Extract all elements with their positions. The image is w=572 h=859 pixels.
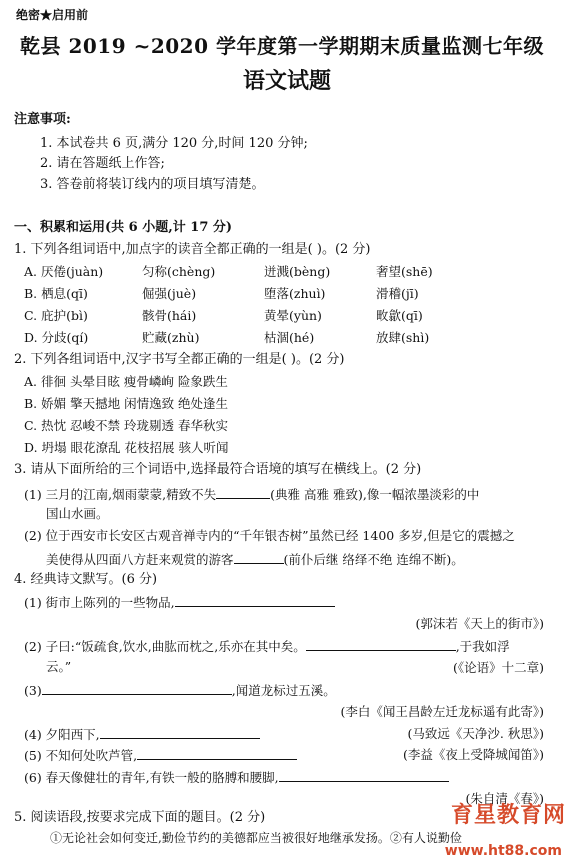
notice-item: 1. 本试卷共 6 页,满分 120 分,时间 120 分钟; [40,136,308,151]
notice-item: 3. 答卷前将装订线内的项目填写清楚。 [40,177,265,192]
q3-part1-cont: 国山水画。 [46,506,109,521]
word: 放肆(shì) [376,330,430,345]
text: 美使得从四面八方赶来观赏的游客 [46,552,234,567]
q3-part2: (2) 位于西安市长安区古观音禅寺内的“千年银杏树”虽然已经 1400 多岁,但是它的震撼之 [24,528,515,543]
text: (1) 街市上陈列的一些物品, [24,595,175,610]
question-4-stem: 4. 经典诗文默写。(6 分) [14,572,158,587]
source-citation: (郭沫若《天上的街市》) [415,616,544,631]
q4-line3 [24,680,336,700]
word: C. 庇护(bì) [24,308,88,323]
word: B. 栖息(qī) [24,286,88,301]
word: 滑稽(jī) [376,286,419,301]
answer-blank[interactable] [306,636,456,651]
q1-option-b [24,285,494,303]
q4-line2-cont: 云。” [46,659,72,674]
q2-option-c: C. 热忱 忍峻不禁 玲珑剔透 春华秋实 [24,418,228,433]
q1-option-d [24,329,494,347]
q4-line6 [24,767,449,787]
text: (前仆后继 络绎不绝 连绵不断)。 [283,552,464,567]
source-citation: (朱自清《春》) [465,791,544,806]
word: 骸骨(hái) [142,308,197,323]
word: 枯涸(hé) [264,330,315,345]
word: 黄晕(yùn) [264,308,322,323]
exam-title: 乾县 2019 ~2020 学年度第一学期期末质量监测七年级 [20,34,544,58]
word: 奢望(shē) [376,264,433,279]
answer-blank[interactable] [100,724,260,739]
notice-item: 2. 请在答题纸上作答; [40,156,165,171]
notice-heading: 注意事项: [14,112,71,127]
word: 畋歙(qī) [376,308,423,323]
source-citation: (李益《夜上受降城闻笛》) [402,747,544,762]
q4-line1 [24,592,335,612]
source-citation: (李白《闻王昌龄左迁龙标遥有此寄》) [340,704,544,719]
text: (6) 春天像健壮的青年,有铁一般的胳膊和腰脚, [24,770,279,785]
answer-blank[interactable] [175,592,335,607]
answer-blank[interactable] [279,767,449,782]
word: 堕落(zhuì) [264,286,326,301]
source-citation: (马致远《天净沙. 秋思》) [407,726,544,741]
watermark-logo: 育星教育网 [450,803,566,828]
text: (3) [24,683,42,698]
text: ,于我如浮 [455,639,510,654]
question-3-stem: 3. 请从下面所给的三个词语中,选择最符合语境的填写在横线上。(2 分) [14,462,422,477]
q2-option-a: A. 徘徊 头晕目眩 瘦骨嶙峋 险象跌生 [24,374,228,389]
word: 迸溅(bèng) [264,264,331,279]
q1-option-a [24,263,494,281]
word: 贮藏(zhù) [142,330,200,345]
answer-blank[interactable] [216,484,270,499]
answer-blank[interactable] [234,549,284,564]
question-1-stem: 1. 下列各组词语中,加点字的读音全都正确的一组是( )。(2 分) [14,242,371,257]
watermark-url: www.ht88.com [444,843,562,859]
q3-part2-cont [46,549,464,569]
word: 倔强(juè) [142,286,197,301]
q5-passage: ①无论社会如何变迁,勤俭节约的美德都应当被很好地继承发扬。②有人说勤俭 [50,831,462,845]
word: A. 厌倦(juàn) [24,264,104,279]
q4-line2 [24,636,510,656]
text: (4) 夕阳西下, [24,727,100,742]
question-2-stem: 2. 下列各组词语中,汉字书写全都正确的一组是( )。(2 分) [14,352,345,367]
subject-title: 语文试题 [243,69,332,94]
q3-part1 [24,484,479,504]
word: 匀称(chèng) [142,264,216,279]
answer-blank[interactable] [42,680,232,695]
q2-option-d: D. 坍塌 眼花潦乱 花枝招展 骇人听闻 [24,440,229,455]
q1-option-c [24,307,494,325]
q4-line4 [24,724,260,744]
text: (2) 子曰:“饭疏食,饮水,曲肱而枕之,乐亦在其中矣。 [24,639,306,654]
secret-label: 绝密★启用前 [16,8,89,22]
text: (5) 不知何处吹芦管, [24,748,138,763]
text: (1) 三月的江南,烟雨蒙蒙,精致不失 [24,487,217,502]
word: D. 分歧(qí) [24,330,89,345]
q2-option-b: B. 娇媚 擎天撼地 闲情逸致 绝处逢生 [24,396,229,411]
section-heading: 一、积累和运用(共 6 小题,计 17 分) [14,220,233,235]
source-citation: (《论语》十二章) [452,660,544,675]
q4-line5 [24,745,297,765]
text: (典雅 高雅 雅致),像一幅浓墨淡彩的中 [270,487,480,502]
question-5-stem: 5. 阅读语段,按要求完成下面的题目。(2 分) [14,810,266,825]
answer-blank[interactable] [137,745,297,760]
text: ,闻道龙标过五溪。 [231,683,336,698]
